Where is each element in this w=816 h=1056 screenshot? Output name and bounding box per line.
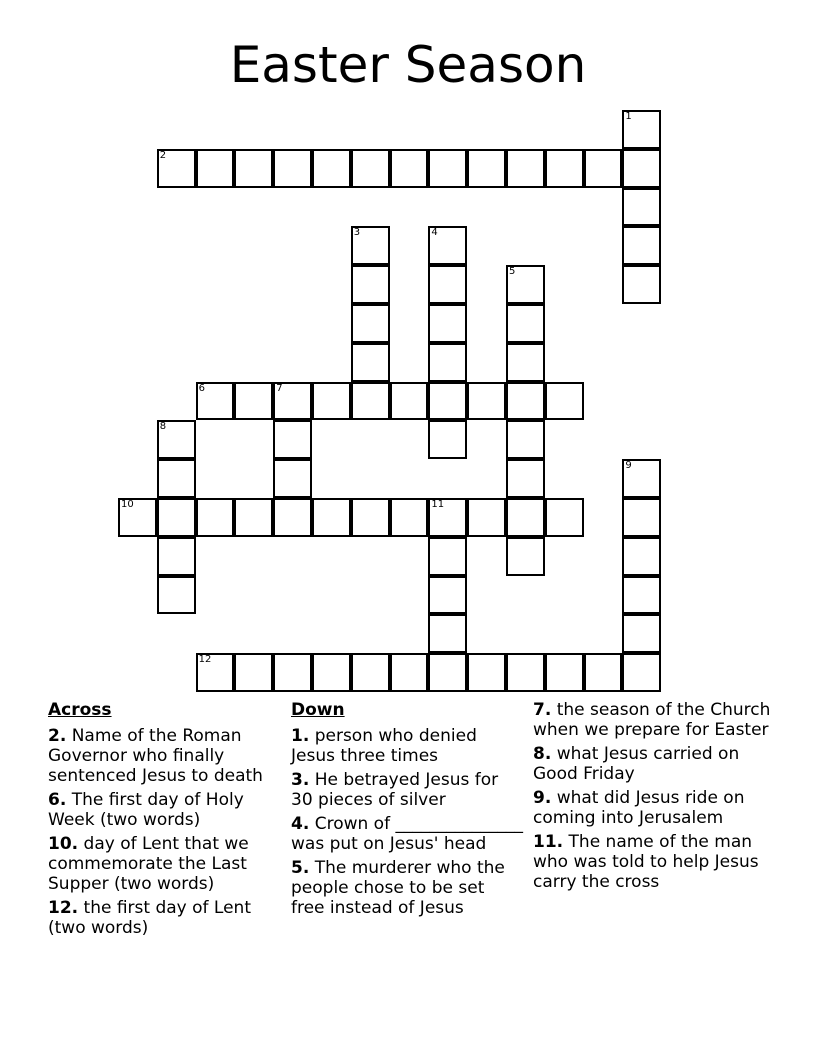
grid-cell[interactable] [467,498,506,537]
grid-cell[interactable] [428,304,467,343]
clue-across-6: 6. The first day of Holy Week (two words) [48,790,244,830]
grid-cell[interactable] [545,498,584,537]
clue-number: 6 [198,382,205,394]
clue-down-3: 3. He betrayed Jesus for 30 pieces of silver [291,770,499,810]
clue-down-9: 9. what did Jesus ride on coming into Jerusalem [533,788,745,828]
grid-cell[interactable] [273,653,312,692]
grid-cell[interactable] [622,537,661,576]
grid-cell[interactable] [584,653,623,692]
grid-cell[interactable] [312,149,351,188]
grid-cell[interactable] [622,653,661,692]
grid-cell[interactable] [273,498,312,537]
clue-number: 9 [625,460,632,472]
grid-cell[interactable] [428,420,467,459]
grid-cell[interactable] [622,110,661,149]
grid-cell[interactable] [584,149,623,188]
down-clues-continued [533,700,773,896]
grid-cell[interactable] [273,459,312,498]
grid-cell[interactable] [351,149,390,188]
grid-cell[interactable] [351,304,390,343]
grid-cell[interactable] [390,498,429,537]
grid-cell[interactable] [622,226,661,265]
grid-cell[interactable] [428,653,467,692]
clue-number: 5 [509,266,516,278]
grid-cell[interactable] [157,459,196,498]
grid-cell[interactable] [545,149,584,188]
grid-cell[interactable] [428,614,467,653]
clue-down-7: 7. the season of the Church when we prepare for Easter [533,700,771,740]
grid-cell[interactable] [622,265,661,304]
grid-cell[interactable] [506,653,545,692]
grid-cell[interactable] [622,498,661,537]
grid-cell[interactable] [390,653,429,692]
grid-cell[interactable] [273,149,312,188]
grid-cell[interactable] [196,498,235,537]
grid-cell[interactable] [351,265,390,304]
clue-number: 12 [198,654,212,666]
down-heading: Down [291,700,345,720]
grid-cell[interactable] [157,537,196,576]
clue-down-1: 1. person who denied Jesus three times [291,726,477,766]
grid-cell[interactable] [312,498,351,537]
grid-cell[interactable] [622,614,661,653]
grid-cell[interactable] [157,420,196,459]
clue-down-4: 4. Crown of _______________ was put on Jesus' head [291,814,523,854]
grid-cell[interactable] [351,382,390,421]
grid-cell[interactable] [428,537,467,576]
clue-across-12: 12. the first day of Lent (two words) [48,898,251,938]
grid-cell[interactable] [545,382,584,421]
grid-cell[interactable] [196,149,235,188]
across-heading: Across [48,700,112,720]
clue-number: 7 [276,382,283,394]
clue-number: 8 [159,421,167,433]
grid-cell[interactable] [312,653,351,692]
clue-across-10: 10. day of Lent that we commemorate the Last Supper (two words) [48,834,249,894]
grid-cell[interactable] [506,537,545,576]
clue-number: 2 [159,149,167,161]
grid-cell[interactable] [428,149,467,188]
grid-cell[interactable] [428,576,467,615]
grid-cell[interactable] [157,498,196,537]
grid-cell[interactable] [351,653,390,692]
grid-cell[interactable] [506,420,545,459]
grid-cell[interactable] [467,653,506,692]
clue-number: 1 [625,111,632,122]
grid-cell[interactable] [234,382,273,421]
grid-cell[interactable] [273,382,312,421]
grid-cell[interactable] [622,188,661,227]
grid-cell[interactable] [506,149,545,188]
grid-cell[interactable] [506,304,545,343]
grid-cell[interactable] [351,498,390,537]
grid-cell[interactable] [428,382,467,421]
grid-cell[interactable] [351,343,390,382]
clue-number: 4 [431,227,438,239]
grid-cell[interactable] [273,420,312,459]
across-clues [48,700,283,942]
clue-number: 10 [121,499,134,510]
grid-cell[interactable] [428,498,467,537]
clue-number: 3 [353,227,361,239]
grid-cell[interactable] [234,498,273,537]
clue-across-2: 2. Name of the Roman Governor who finally sentenced Jesus to death [48,726,263,786]
grid-cell[interactable] [196,653,235,692]
grid-cell[interactable] [157,576,196,615]
grid-cell[interactable] [312,382,351,421]
puzzle-title: Easter Season [229,36,587,94]
down-clues [291,700,523,922]
grid-cell[interactable] [428,226,467,265]
clue-down-5: 5. The murderer who the people chose to be set free instead of Jesus [291,858,505,918]
grid-cell[interactable] [390,382,429,421]
grid-cell[interactable] [390,149,429,188]
grid-cell[interactable] [196,382,235,421]
grid-cell[interactable] [467,149,506,188]
grid-cell[interactable] [622,576,661,615]
grid-cell[interactable] [506,498,545,537]
grid-cell[interactable] [351,226,390,265]
grid-cell[interactable] [545,653,584,692]
grid-cell[interactable] [506,459,545,498]
grid-cell[interactable] [467,382,506,421]
grid-cell[interactable] [622,459,661,498]
grid-cell[interactable] [506,382,545,421]
grid-cell[interactable] [234,149,273,188]
grid-cell[interactable] [157,149,196,188]
clue-number: 11 [431,499,445,510]
grid-cell[interactable] [118,498,157,537]
grid-cell[interactable] [428,343,467,382]
grid-cell[interactable] [234,653,273,692]
grid-cell[interactable] [506,265,545,304]
grid-cell[interactable] [428,265,467,304]
clue-down-11: 11. The name of the man who was told to help Jesus carry the cross [533,832,759,892]
grid-cell[interactable] [622,149,661,188]
clue-down-8: 8. what Jesus carried on Good Friday [533,744,740,784]
grid-cell[interactable] [506,343,545,382]
